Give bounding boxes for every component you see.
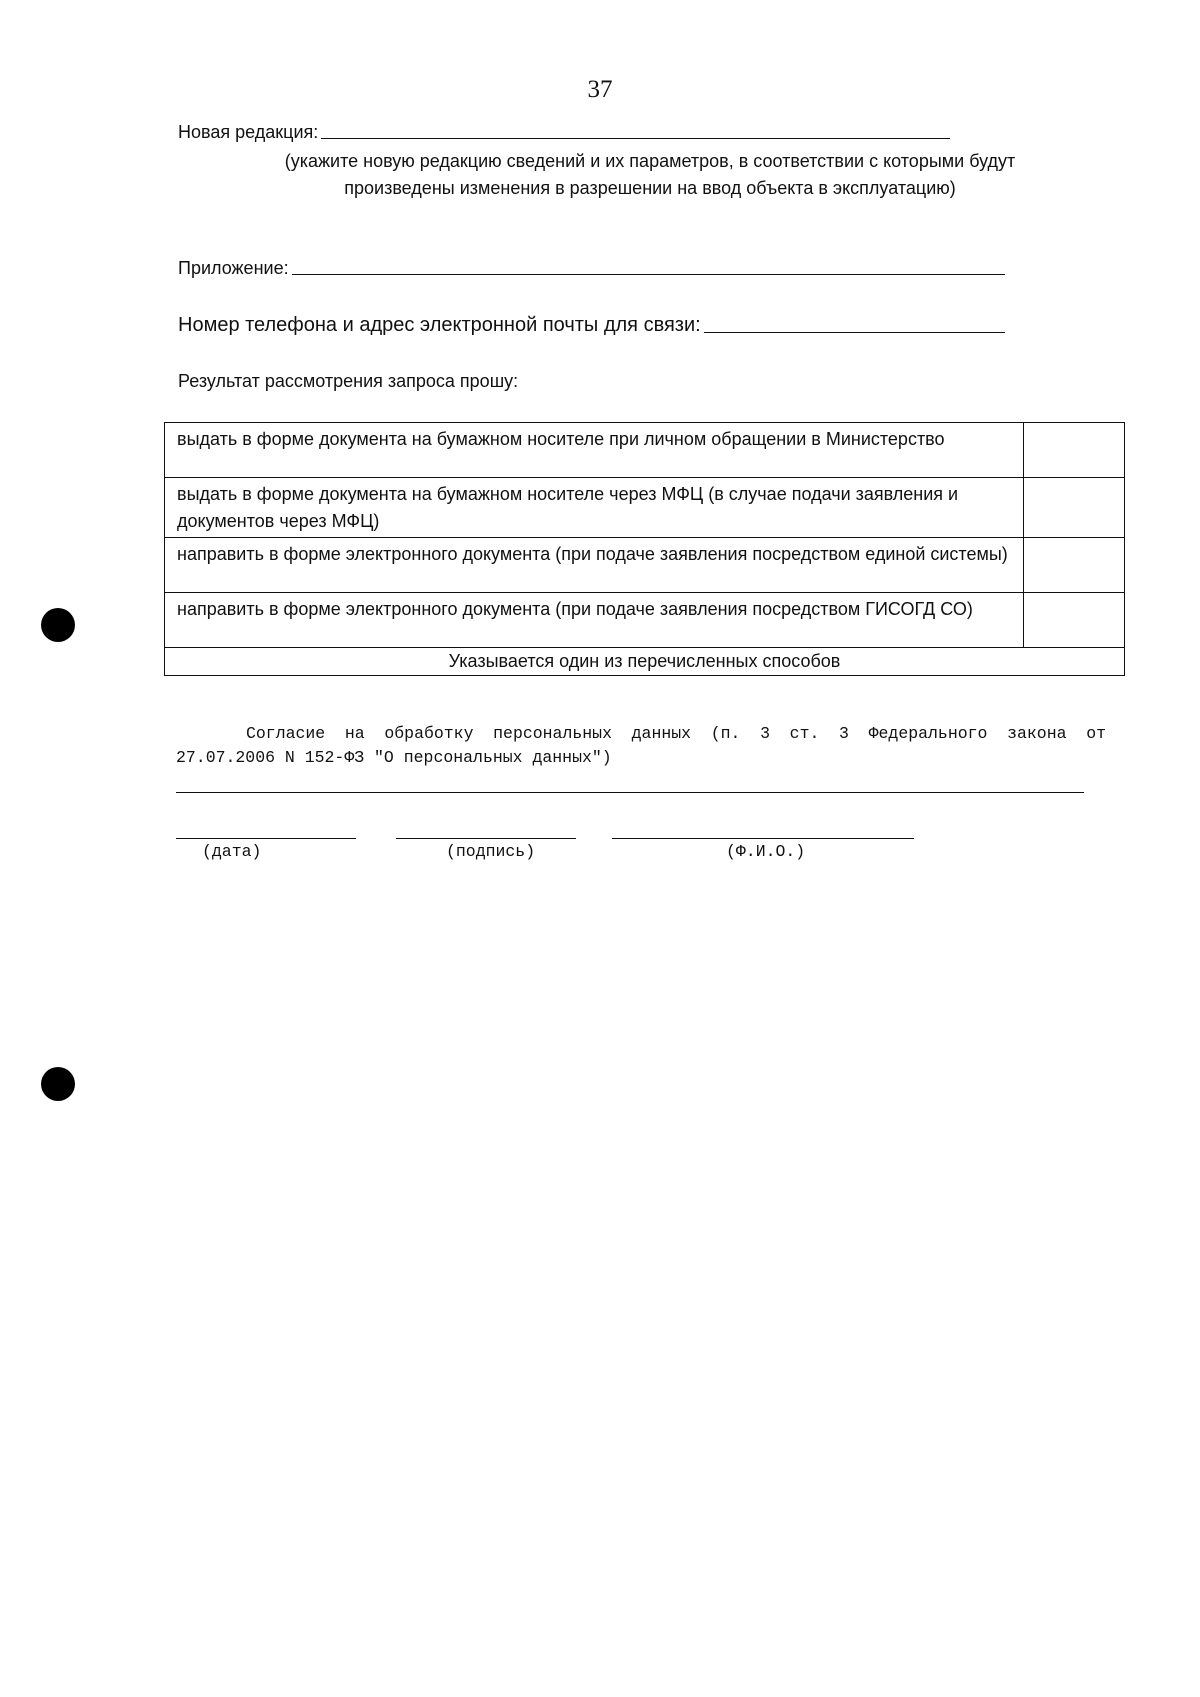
result-option-checkbox[interactable] bbox=[1024, 538, 1125, 593]
result-option-row bbox=[165, 593, 1125, 648]
punch-hole-top bbox=[41, 608, 75, 642]
page-number: 37 bbox=[587, 76, 613, 103]
date-blank-line[interactable] bbox=[176, 838, 356, 839]
result-option-text: направить в форме электронного документа (при подаче заявления посредством единой системы) bbox=[165, 538, 1024, 593]
attachment-field[interactable] bbox=[178, 258, 1005, 279]
result-option-row bbox=[165, 423, 1125, 478]
consent-blank-line[interactable] bbox=[176, 792, 1084, 793]
new-edition-blank-line[interactable] bbox=[321, 137, 950, 139]
result-option-text: выдать в форме документа на бумажном носителе при личном обращении в Министерство bbox=[165, 423, 1024, 478]
result-option-checkbox[interactable] bbox=[1024, 423, 1125, 478]
contacts-field[interactable] bbox=[178, 314, 1005, 337]
new-edition-hint: (укажите новую редакцию сведений и их параметров, в соответствии с которыми будут произведены изменения в разрешении на ввод объекта в эксплуатацию) bbox=[284, 151, 1016, 198]
result-option-checkbox[interactable] bbox=[1024, 478, 1125, 538]
consent-text: Согласие на обработку персональных данных (п. 3 ст. 3 Федерального закона от 27.07.2006 N 152-ФЗ "О персональных данных") bbox=[176, 724, 1106, 767]
result-option-checkbox[interactable] bbox=[1024, 593, 1125, 648]
date-caption: (дата) bbox=[202, 842, 262, 861]
result-option-row bbox=[165, 538, 1125, 593]
result-option-text: направить в форме электронного документа (при подаче заявления посредством ГИСОГД СО) bbox=[165, 593, 1024, 648]
contacts-label: Номер телефона и адрес электронной почты для связи: bbox=[178, 314, 701, 336]
punch-hole-bottom bbox=[41, 1067, 75, 1101]
signature-blank-line[interactable] bbox=[396, 838, 576, 839]
result-label: Результат рассмотрения запроса прошу: bbox=[178, 371, 519, 391]
new-edition-label: Новая редакция: bbox=[178, 122, 319, 142]
contacts-blank-line[interactable] bbox=[704, 331, 1005, 333]
signature-caption: (подпись) bbox=[446, 842, 536, 861]
result-options-table bbox=[164, 422, 1125, 676]
result-footer-row bbox=[165, 648, 1125, 676]
result-footer-note: Указывается один из перечисленных способов bbox=[165, 648, 1125, 676]
new-edition-field[interactable] bbox=[178, 122, 950, 143]
result-option-text: выдать в форме документа на бумажном носителе через МФЦ (в случае подачи заявления и документов через МФЦ) bbox=[165, 478, 1024, 538]
full-name-caption: (Ф.И.О.) bbox=[726, 842, 806, 861]
attachment-label: Приложение: bbox=[178, 258, 289, 278]
attachment-blank-line[interactable] bbox=[292, 273, 1005, 275]
full-name-blank-line[interactable] bbox=[612, 838, 914, 839]
result-option-row bbox=[165, 478, 1125, 538]
